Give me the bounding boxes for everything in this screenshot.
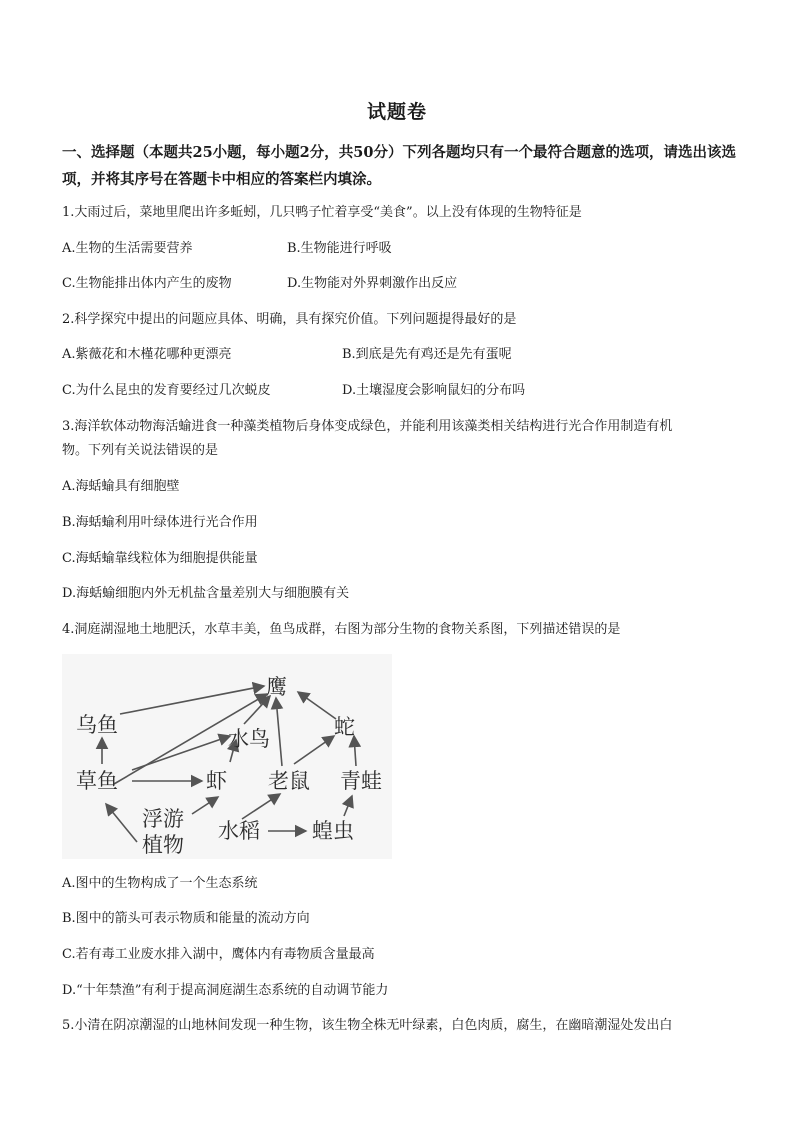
q2-option-a: A.紫薇花和木槿花哪种更漂亮: [62, 347, 232, 362]
node-she: 蛇: [334, 715, 355, 739]
question-2-stem: 2.科学探究中提出的问题应具体、明确，具有探究价值。下列问题提得最好的是: [62, 312, 517, 327]
node-caoyu: 草鱼: [76, 769, 118, 793]
node-zhiwu: 植物: [142, 833, 184, 857]
section-heading: 一、选择题（本题共25小题，每小题2分，共50分）下列各题均只有一个最符合题意的选项，请选出该选项，并将其序号在答题卡中相应的答案栏内填涂。: [62, 144, 736, 188]
node-shuidao: 水稻: [218, 819, 260, 843]
q1-option-a: A.生物的生活需要营养: [62, 241, 193, 256]
question-4-stem: 4.洞庭湖湿地土地肥沃，水草丰美，鱼鸟成群，右图为部分生物的食物关系图，下列描述错误的是: [62, 622, 621, 637]
q4-option-a: A.图中的生物构成了一个生态系统: [62, 876, 258, 891]
node-ying: 鹰: [266, 675, 287, 699]
q4-option-c: C.若有毒工业废水排入湖中，鹰体内有毒物质含量最高: [62, 947, 375, 962]
q4-option-b: B.图中的箭头可表示物质和能量的流动方向: [62, 911, 310, 926]
q1-option-d: D.生物能对外界刺激作出反应: [287, 276, 458, 291]
arrow-she-to-ying: [298, 692, 336, 719]
q3-option-b: B.海蛞蝓利用叶绿体进行光合作用: [62, 515, 258, 530]
q3-option-a: A.海蛞蝓具有细胞壁: [62, 479, 180, 494]
arrow-caoyu-to-shuiniao: [132, 736, 230, 770]
node-laoshu: 老鼠: [268, 769, 310, 793]
arrow-laoshu-to-she: [294, 736, 334, 764]
node-qingwa: 青蛙: [340, 769, 382, 793]
question-3-stem-line2: 物。下列有关说法错误的是: [62, 443, 219, 458]
node-shuiniao: 水鸟: [228, 727, 270, 751]
question-3-stem-line1: 3.海洋软体动物海活蝓进食一种藻类植物后身体变成绿色，并能利用该藻类相关结构进行光合作用制造有机: [62, 419, 673, 434]
q4-option-d: D.“十年禁渔”有利于提高洞庭湖生态系统的自动调节能力: [62, 983, 389, 998]
food-web-figure: [62, 654, 392, 859]
arrow-shuidao-to-laoshu: [242, 794, 280, 819]
q1-option-c: C.生物能排出体内产生的废物: [62, 276, 232, 291]
node-xia: 虾: [206, 769, 227, 793]
arrow-laoshu-to-ying: [276, 698, 282, 766]
q1-option-b: B.生物能进行呼吸: [287, 241, 392, 256]
node-fuyou: 浮游: [142, 807, 184, 831]
q3-option-d: D.海蛞蝓细胞内外无机盐含量差别大与细胞膜有关: [62, 586, 350, 601]
q2-option-d: D.土壤湿度会影响鼠妇的分布吗: [342, 383, 526, 398]
page-title: 试题卷: [366, 101, 427, 123]
node-wuyu: 乌鱼: [76, 713, 118, 737]
q3-option-c: C.海蛞蝓靠线粒体为细胞提供能量: [62, 551, 258, 566]
arrow-fuyou-to-xia: [192, 797, 218, 814]
node-huangchong: 蝗虫: [312, 819, 354, 843]
arrow-qingwa-to-she: [354, 736, 356, 766]
question-1-stem: 1.大雨过后，菜地里爬出许多蚯蚓，几只鸭子忙着享受“美食”。以上没有体现的生物特征是: [62, 205, 582, 220]
question-5-stem: 5.小清在阴凉潮湿的山地林间发现一种生物，该生物全株无叶绿素，白色肉质，腐生，在幽暗潮湿处发出白: [62, 1018, 673, 1033]
arrow-wuyu-to-ying: [120, 686, 264, 714]
q2-option-b: B.到底是先有鸡还是先有蛋呢: [342, 347, 512, 362]
arrow-huangchong-to-qingwa: [344, 796, 352, 816]
arrow-fuyou-to-caoyu: [106, 804, 137, 842]
q2-option-c: C.为什么昆虫的发育要经过几次蜕皮: [62, 383, 271, 398]
